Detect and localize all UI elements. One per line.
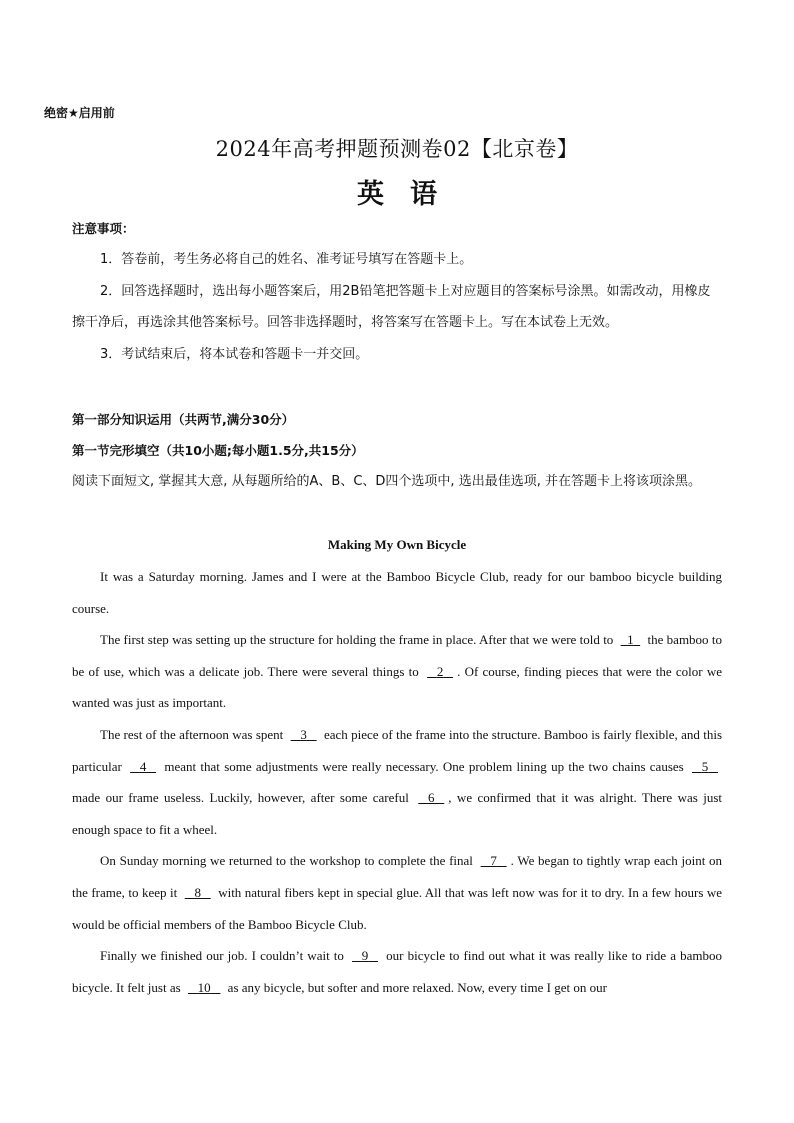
blank-9: 9 [361, 948, 369, 964]
blank-7: 7 [490, 853, 497, 869]
passage-text: . Of course, finding pieces that were the color we wanted was just as important. [72, 663, 723, 711]
paragraph [72, 561, 722, 624]
blank-8: 8 [194, 884, 201, 900]
notice-item-2: 2．回答选择题时，选出每小题答案后，用2B铅笔把答题卡上对应题目的答案标号涂黑。如需改动，用橡皮擦干净后，再选涂其他答案标号。回答非选择题时，将答案写在答题卡上。写在本试卷上无效。 [72, 284, 711, 330]
passage-body [72, 561, 722, 1003]
passage-text: made our frame useless. Luckily, however, after some careful [72, 790, 409, 806]
blank-1: 1 [627, 632, 634, 648]
passage-text: meant that some adjustments were really necessary. One problem lining up the two chains causes [164, 758, 684, 774]
passage-text: our bicycle to find out what it was really like to ride a bamboo bicycle. It felt just as [72, 948, 722, 995]
page-title: 2024年高考押题预测卷02【北京卷】 [215, 137, 579, 161]
blank-6: 6 [428, 790, 435, 806]
notice-item-3: 3．考试结束后，将本试卷和答题卡一并交回。 [100, 347, 369, 362]
paragraph [72, 719, 722, 845]
part-heading: 第一部分知识运用（共两节,满分30分） [72, 412, 295, 427]
passage-title: Making My Own Bicycle [327, 537, 467, 552]
section-heading: 第一节完形填空（共10小题;每小题1.5分,共15分） [72, 443, 364, 458]
secret-label: 绝密★启用前 [44, 106, 115, 120]
passage-text: with natural fibers kept in special glue. All that was left now was for it to dry. In a few hours we would be official members of the Bamboo Bicycle Club. [72, 884, 723, 932]
instruction-text: 阅读下面短文, 掌握其大意, 从每题所给的A、B、C、D四个选项中, 选出最佳选项, 并在答题卡上将该项涂黑。 [72, 474, 701, 489]
blank-4: 4 [139, 758, 147, 774]
passage-text: It was a Saturday morning. James and I were at the Bamboo Bicycle Club, ready for our bamboo bicycle building course. [72, 569, 722, 616]
subject-title: 英语 [357, 179, 463, 210]
passage-text: Finally we finished our job. I couldn’t wait to [100, 948, 344, 964]
blank-3: 3 [300, 726, 307, 742]
paragraph [72, 624, 722, 719]
passage-text: as any bicycle, but softer and more relaxed. Now, every time I get on our [227, 979, 607, 995]
passage-text: the bamboo to be of use, which was a delicate job. There were several things to [72, 632, 722, 679]
blank-2: 2 [436, 663, 444, 679]
passage-text: , we confirmed that it was alright. There was just enough space to fit a wheel. [72, 790, 723, 837]
notice-heading: 注意事项： [72, 221, 135, 236]
notice-item-1: 1．答卷前，考生务必将自己的姓名、准考证号填写在答题卡上。 [100, 252, 473, 267]
passage-text: . We began to tightly wrap each joint on the frame, to keep it [72, 853, 723, 900]
blank-10: 10 [197, 979, 211, 995]
passage-text: The rest of the afternoon was spent [100, 726, 284, 742]
blank-5: 5 [701, 758, 709, 774]
passage-text: each piece of the frame into the structure. Bamboo is fairly flexible, and this particular [72, 726, 723, 774]
passage-text: The first step was setting up the structure for holding the frame in place. After that we were told to [100, 632, 614, 648]
passage-text: On Sunday morning we returned to the workshop to complete the final [100, 853, 473, 869]
paragraph [72, 940, 722, 1003]
paragraph [72, 845, 722, 940]
